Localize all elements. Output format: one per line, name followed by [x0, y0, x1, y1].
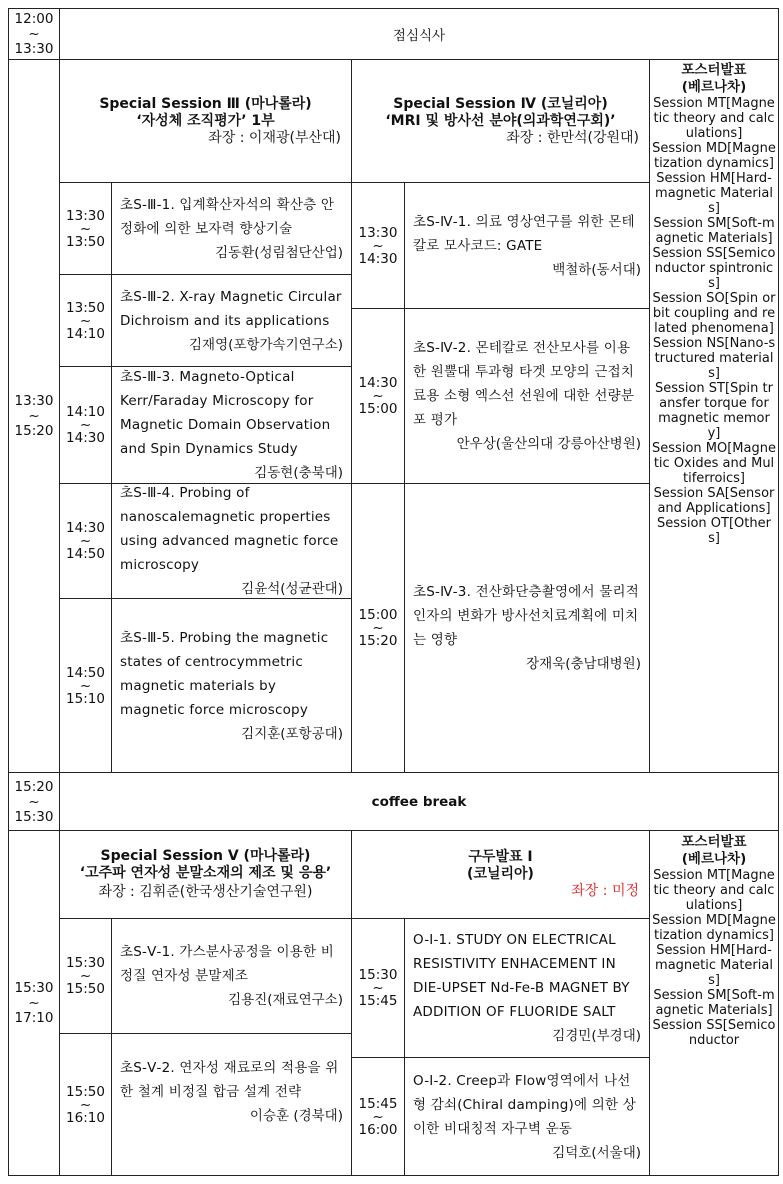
poster-session-item: Session SS[Semiconductor	[652, 1018, 776, 1048]
poster-session-item: Session SM[Soft-magnetic Materials]	[653, 988, 775, 1018]
talk-cell	[404, 483, 650, 773]
talk-time-cell	[59, 598, 112, 773]
time-start: 13:30	[66, 207, 105, 224]
talk-title: 초S-Ⅲ-3. Magneto-Optical Kerr/Faraday Microscopy for Magnetic Domain Observation and Spin Dynamics Study	[120, 369, 331, 457]
talk-time-cell	[351, 918, 405, 1058]
talk-time-cell	[59, 182, 112, 275]
talk-speaker: 이승훈 (경북대)	[249, 1108, 343, 1124]
talk-title: O-I-2. Creep과 Flow영역에서 나선형 감쇠(Chiral damping)에 의한 상이한 비대칭적 자구벽 운동	[413, 1072, 636, 1137]
poster-session-item: Session SS[Semiconductor spintronics]	[652, 246, 776, 291]
time-end: 14:30	[358, 250, 398, 267]
session-subtitle: ‘고주파 연자성 분말소재의 제조 및 응용’	[79, 865, 332, 881]
poster-session-item: Session MT[Magnetic theory and calculations]	[653, 96, 775, 141]
poster-session-item: Session OT[Others]	[657, 516, 771, 546]
talk-cell	[111, 274, 352, 367]
poster-session-item: Session SO[Spin orbit coupling and related phenomena]	[652, 291, 776, 336]
time-tilde: ~	[372, 388, 384, 404]
time-end: 15:20	[358, 633, 398, 649]
talk-time-cell	[351, 308, 405, 484]
talk-time-cell	[351, 182, 405, 309]
ss5-header	[59, 830, 352, 919]
poster-session-item: Session MD[Magnetization dynamics]	[652, 141, 776, 171]
talk-time-cell	[59, 918, 112, 1034]
talk-time-cell	[351, 1057, 405, 1176]
time-start: 12:00	[14, 11, 54, 27]
talk-title: 초S-Ⅲ-4. Probing of nanoscalemagnetic properties using advanced magnetic force microscopy	[120, 485, 339, 573]
time-start: 14:50	[66, 664, 105, 681]
block1-time-cell	[8, 59, 60, 773]
ss4-header	[351, 59, 650, 183]
talk-cell	[404, 918, 650, 1058]
time-end: 15:10	[66, 690, 105, 707]
coffee-break-label: coffee break	[371, 793, 467, 810]
time-tilde: ~	[372, 1108, 384, 1125]
time-tilde: ~	[79, 417, 92, 433]
ss3-header	[59, 59, 352, 183]
talk-title: 초S-Ⅳ-1. 의료 영상연구를 위한 몬테칼로 모사코드: GATE	[413, 213, 635, 254]
time-tilde: ~	[79, 220, 92, 237]
time-start: 13:30	[14, 393, 54, 409]
block2-time-cell	[8, 830, 60, 1176]
session-subtitle: (코닐리아)	[467, 866, 534, 882]
poster-header: 포스터발표	[681, 834, 747, 850]
time-tilde: ~	[79, 968, 92, 984]
time-start: 14:30	[358, 375, 398, 391]
time-tilde: ~	[79, 677, 92, 694]
talk-speaker: 김경민(부경대)	[552, 1028, 641, 1044]
talk-speaker: 김동환(성림첨단산업)	[215, 244, 343, 261]
talk-title: 초S-Ⅲ-5. Probing the magnetic states of centrocymmetric magnetic materials by magnetic force microscopy	[120, 629, 329, 718]
talk-title: 초S-Ⅴ-1. 가스분사공정을 이용한 비정질 연자성 분말제조	[120, 944, 334, 984]
time-start: 15:30	[358, 967, 398, 983]
talk-cell	[111, 483, 352, 599]
time-start: 15:30	[14, 980, 54, 996]
time-end: 15:00	[358, 401, 398, 417]
session-subtitle: ‘MRI 및 방사선 분야(의과학연구회)’	[385, 112, 616, 129]
talk-title: 초S-Ⅴ-2. 연자성 재료로의 적용을 위한 철계 비정질 합금 설계 전략	[120, 1060, 339, 1100]
time-start: 13:30	[358, 224, 398, 241]
session-chair: 좌장 : 미정	[571, 883, 639, 899]
poster-column	[649, 59, 779, 773]
time-tilde: ~	[28, 995, 40, 1011]
time-end: 13:30	[14, 41, 54, 57]
lunch-time-cell	[8, 8, 60, 60]
time-start: 13:50	[66, 299, 105, 316]
talk-speaker: 백철하(동서대)	[552, 261, 641, 278]
time-start: 15:45	[358, 1095, 398, 1112]
talk-cell	[404, 308, 650, 484]
session-title: Special Session Ⅳ (코닐리아)	[393, 95, 608, 112]
talk-speaker: 안우상(울산의대 강릉아산병원)	[456, 436, 641, 452]
talk-cell	[404, 182, 650, 309]
session-chair: 좌장 : 김휘준(한국생산기술연구원)	[98, 884, 313, 900]
poster-session-item: Session MO[Magnetic Oxides and Multiferroics]	[652, 441, 776, 486]
time-tilde: ~	[372, 237, 384, 254]
poster-session-item: Session MD[Magnetization dynamics]	[652, 913, 776, 943]
time-start: 15:50	[66, 1083, 105, 1100]
time-end: 15:30	[14, 808, 54, 825]
talk-cell	[111, 918, 352, 1034]
time-tilde: ~	[79, 533, 92, 549]
talk-time-cell	[59, 274, 112, 367]
talk-title: 초S-Ⅲ-2. X-ray Magnetic Circular Dichroism and its applications	[120, 288, 342, 329]
talk-time-cell	[59, 1033, 112, 1176]
talk-title: 초S-Ⅳ-3. 전산화단층촬영에서 물리적인자의 변화가 방사선치료계획에 미치는 영향	[413, 584, 639, 648]
session-title: Special Session Ⅴ (마나롤라)	[100, 848, 311, 864]
talk-title: 초S-Ⅲ-1. 입계확산자석의 확산층 안정화에 의한 보자력 향상기술	[120, 196, 335, 237]
poster-column	[649, 830, 779, 1176]
lunch-cell	[59, 8, 779, 60]
poster-room: (베르나차)	[681, 79, 747, 95]
time-end: 17:10	[14, 1010, 54, 1026]
time-tilde: ~	[28, 26, 40, 42]
time-end: 15:50	[66, 981, 105, 997]
time-tilde: ~	[79, 1096, 92, 1113]
time-end: 14:10	[66, 325, 105, 342]
session-subtitle: ‘자성체 조직평가’ 1부	[136, 112, 275, 129]
poster-session-item: Session ST[Spin transfer torque for magnetic memory]	[655, 381, 773, 441]
time-end: 16:10	[66, 1109, 105, 1126]
time-tilde: ~	[28, 408, 40, 424]
time-end: 14:50	[66, 546, 105, 562]
coffee-break-cell	[59, 772, 779, 831]
talk-title: O-I-1. STUDY ON ELECTRICAL RESISTIVITY ENHACEMENT IN DIE-UPSET Nd-Fe-B MAGNET BY ADDITION OF FLUORIDE SALT	[413, 932, 630, 1020]
poster-room: (베르나차)	[681, 851, 747, 867]
talk-time-cell	[59, 366, 112, 484]
talk-speaker: 장재욱(충남대병원)	[526, 656, 641, 672]
session-chair: 좌장 : 이재광(부산대)	[208, 129, 341, 146]
time-start: 15:20	[14, 778, 54, 795]
time-start: 15:00	[358, 607, 398, 623]
talk-time-cell	[351, 483, 405, 773]
time-end: 15:45	[358, 993, 398, 1009]
poster-header: 포스터발표	[681, 62, 747, 78]
time-tilde: ~	[79, 312, 92, 329]
time-tilde: ~	[372, 980, 384, 996]
poster-session-item: Session SM[Soft-magnetic Materials]	[653, 216, 775, 246]
talk-cell	[111, 598, 352, 773]
talk-cell	[111, 182, 352, 275]
talk-time-cell	[59, 483, 112, 599]
talk-cell	[404, 1057, 650, 1176]
lunch-label: 점심식사	[392, 28, 446, 44]
poster-session-item: Session HM[Hard-magnetic Materials]	[655, 943, 773, 988]
time-end: 16:00	[358, 1121, 398, 1138]
time-start: 14:10	[66, 404, 105, 420]
talk-speaker: 김윤석(성균관대)	[241, 581, 343, 597]
time-end: 15:20	[14, 423, 54, 439]
poster-session-item: Session SA[Sensor and Applications]	[653, 486, 775, 516]
talk-speaker: 김지훈(포항공대)	[241, 725, 343, 742]
talk-speaker: 김용진(재료연구소)	[228, 992, 343, 1008]
session-chair: 좌장 : 한만석(강원대)	[506, 129, 639, 146]
talk-speaker: 김덕호(서울대)	[552, 1144, 641, 1161]
time-start: 14:30	[66, 520, 105, 536]
time-end: 14:30	[66, 430, 105, 446]
session-title: Special Session Ⅲ (마나롤라)	[99, 95, 312, 112]
talk-speaker: 김동현(충북대)	[254, 465, 343, 481]
time-tilde: ~	[28, 793, 40, 810]
poster-session-item: Session HM[Hard-magnetic Materials]	[655, 171, 773, 216]
time-start: 15:30	[66, 955, 105, 971]
session-title: 구두발표 Ⅰ	[468, 849, 533, 865]
time-tilde: ~	[372, 620, 384, 636]
talk-title: 초S-Ⅳ-2. 몬테칼로 전산모사를 이용한 원뿔대 투과형 타겟 모양의 근접치료용 소형 엑스선 선원에 대한 선량분포 평가	[413, 340, 635, 428]
poster-session-item: Session MT[Magnetic theory and calculations]	[653, 868, 775, 913]
coffee-time-cell	[8, 772, 60, 831]
talk-cell	[111, 366, 352, 484]
poster-session-item: Session NS[Nano-structured materials]	[652, 336, 776, 381]
time-end: 13:50	[66, 233, 105, 250]
oral-header	[351, 830, 650, 919]
talk-speaker: 김재영(포항가속기연구소)	[189, 336, 343, 353]
talk-cell	[111, 1033, 352, 1176]
